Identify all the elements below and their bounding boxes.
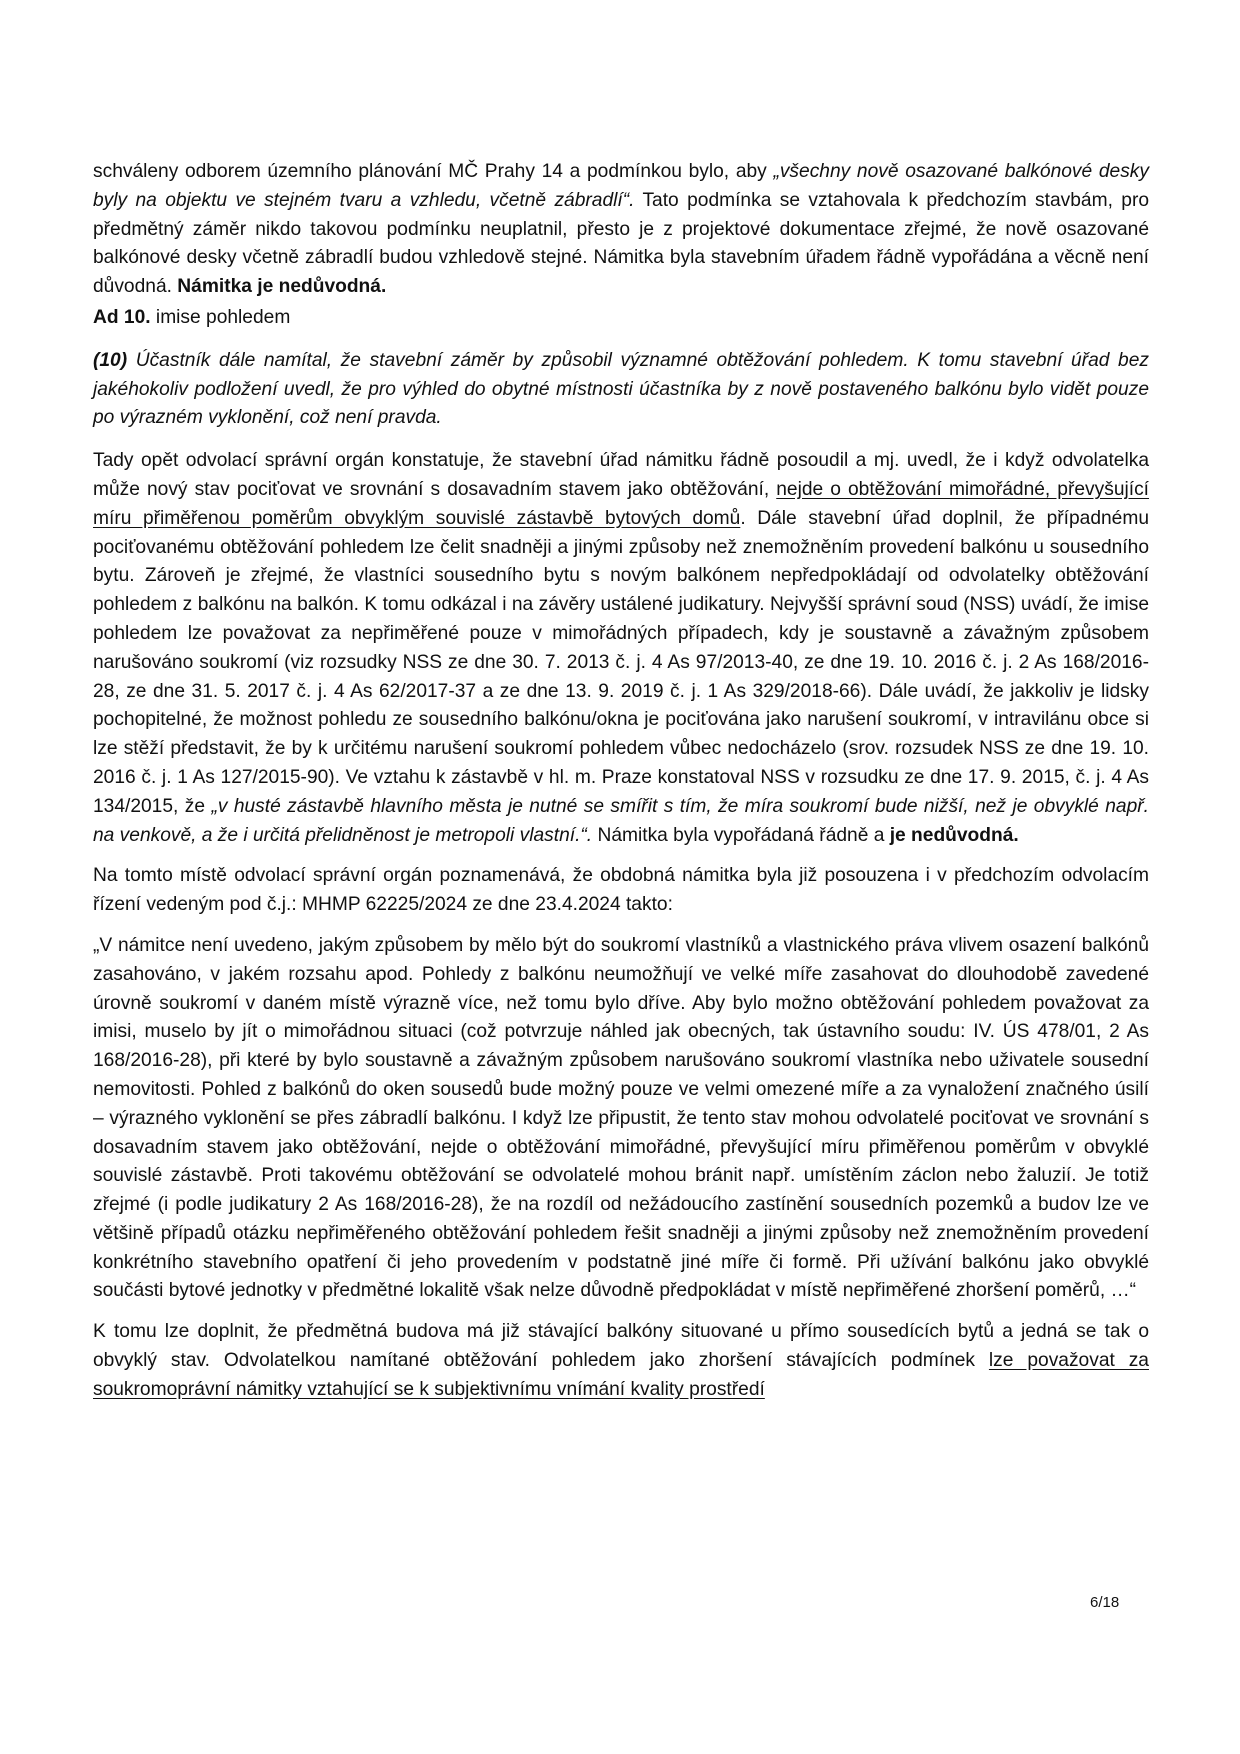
document-body [93,158,1149,1405]
paragraph-conclusion [93,1318,1149,1404]
paragraph-objection-10 [93,347,1149,433]
quote-text: „V námitce není uvedeno, jakým způsobem by mělo být do soukromí vlastníků a vlastnického práva vlivem osazení balkónů zasahováno, v jakém rozsahu apod. Pohledy z balkónu neumožňují ve velké míře zasahovat do dlouhodobě zavedené úrovně soukromí v daném místě výrazně více, než tomu bylo dříve. Aby bylo možno obtěžování pohledem považovat za imisi, muselo by jít o mimořádnou situaci (což potvrzuje náhled jak obecných, tak ústavního soudu: IV. ÚS 478/01, 2 As 168/2016-28), při které by bylo soustavně a závažným způsobem narušováno soukromí vlastníka nebo uživatele sousední nemovitosti. Pohled z balkónů do oken sousedů bude možný pouze ve velmi omezené míře a za vynaložení značného úsilí – výrazného vyklonění se přes zábradlí balkónu. I když lze připustit, že tento stav mohou odvolatelé pociťovat ve srovnání s dosavadním stavem jako obtěžování, nejde o obtěžování mimořádné, převyšující míru přiměřenou poměrům v obvyklé souvislé zástavbě. Proti takovému obtěžování se odvolatelé mohou bránit např. umístěním záclon nebo žaluzií. Je totiž zřejmé (i podle judikatury 2 As 168/2016-28), že na rozdíl od nežádoucího zastínění sousedních pozemků a budov lze ve většině případů otázku nepřiměřeného obtěžování pohledem řešit snadněji a jinými způsoby než znemožněním provedení konkrétního stavebního opatření či jeho provedením v podstatně jiné míře či formě. Při užívání balkónu jako obvyklé součásti bytové jednotky v předmětné lokalitě však nelze důvodně předpokládat v místě nepřiměřené zhoršení poměrů, …“ [93,934,1149,1302]
verdict: Námitka je nedůvodná. [177,276,387,298]
section-title: imise pohledem [150,306,291,328]
text: Na tomto místě odvolací správní orgán poznamenává, že obdobná námitka byla již posouzena i v předchozím odvolacím řízení vedeným pod č.j.: MHMP 62225/2024 ze dne 23.4.2024 takto: [93,865,1149,916]
paragraph-condition [93,158,1149,302]
underlined-text: nejde o obtěžování mimořádné, převyšující míru přiměřenou poměrům obvyklým souvislé zástavbě bytových domů [93,478,1150,529]
text: . Dále stavební úřad doplnil, že případnému pociťovanému obtěžování pohledem lze čelit snadněji a jinými způsoby než znemožněním provedení balkónu u sousedního bytu. Zároveň je zřejmé, že vlastníci sousedního bytu s novým balkónem nepředpokládají od odvolatelky obtěžování pohledem z balkónu na balkón. K tomu odkázal i na závěry ustálené judikatury. Nejvyšší správní soud (NSS) uvádí, že imise pohledem lze považovat za nepřiměřené pouze v mimořádných případech, kdy je soustavně a závažným způsobem narušováno soukromí (viz rozsudky NSS ze dne 30. 7. 2013 č. j. 4 As 97/2013-40, ze dne 19. 10. 2016 č. j. 2 As 168/2016-28, ze dne 31. 5. 2017 č. j. 4 As 62/2017-37 a ze dne 13. 9. 2019 č. j. 1 As 329/2018-66). Dále uvádí, že jakkoliv je lidsky pochopitelné, že možnost pohledu ze sousedního balkónu/okna je pociťována jako narušení soukromí, v intravilánu obce si lze stěží představit, že by k určitému narušení soukromí pohledem vůbec nedocházelo (srov. rozsudek NSS ze dne 19. 10. 2016 č. j. 1 As 127/2015-90). Ve vztahu k zástavbě v hl. m. Praze konstatoval NSS v rozsudku ze dne 17. 9. 2015, č. j. 4 As 134/2015, že [93,507,1150,817]
text: Námitka byla vypořádaná řádně a [592,824,890,846]
section-number: Ad 10. [93,306,151,328]
text: schváleny odborem územního plánování MČ Prahy 14 a podmínkou bylo, aby [93,161,774,182]
paragraph-quotation [93,932,1149,1306]
paragraph-assessment [93,447,1149,850]
objection-text: Účastník dále namítal, že stavební záměr by způsobil významné obtěžování pohledem. K tomu stavební úřad bez jakéhokoliv podložení uvedl, že pro výhled do obytné místnosti účastníka by z nově postaveného balkónu bylo vidět pouze po výrazném vyklonění, což není pravda. [93,349,1149,429]
text: Tady opět odvolací správní orgán konstatuje, že stavební úřad námitku řádně posoudil a mj. uvedl, že i když odvolatelka může nový stav pociťovat ve srovnání s dosavadním stavem jako obtěžování, [93,450,1149,500]
verdict: je nedůvodná. [889,824,1019,846]
paragraph-previous-proceedings [93,862,1149,920]
quote-condition: „všechny nově osazované balkónové desky byly na objektu ve stejném tvaru a vzhledu, včetně zábradlí“. [93,161,1149,211]
objection-number: (10) [93,349,128,371]
section-heading-ad10 [93,304,1149,333]
page-number: 6/18 [1090,1594,1120,1611]
text: K tomu lze doplnit, že předmětná budova má již stávající balkóny situované u přímo sousedících bytů a jedná se tak o obvyklý stav. Odvolatelkou namítané obtěžování pohledem jako zhoršení stávajících podmínek [93,1321,1149,1372]
underlined-text: lze považovat za soukromoprávní námitky vztahující se k subjektivnímu vnímání kvality prostředí [93,1350,1149,1400]
quote-nss: „v husté zástavbě hlavního města je nutné se smířit s tím, že míra soukromí bude nižší, než je obvyklé např. na venkově, a že i určitá přelidněnost je metropoli vlastní.“. [93,795,1149,846]
text: Tato podmínka se vztahovala k předchozím stavbám, pro předmětný záměr nikdo takovou podmínku neuplatnil, přesto je z projektové dokumentace zřejmé, že nově osazované balkónové desky včetně zábradlí budou vzhledově stejné. Námitka byla stavebním úřadem řádně vypořádána a věcně není důvodná. [93,189,1149,298]
